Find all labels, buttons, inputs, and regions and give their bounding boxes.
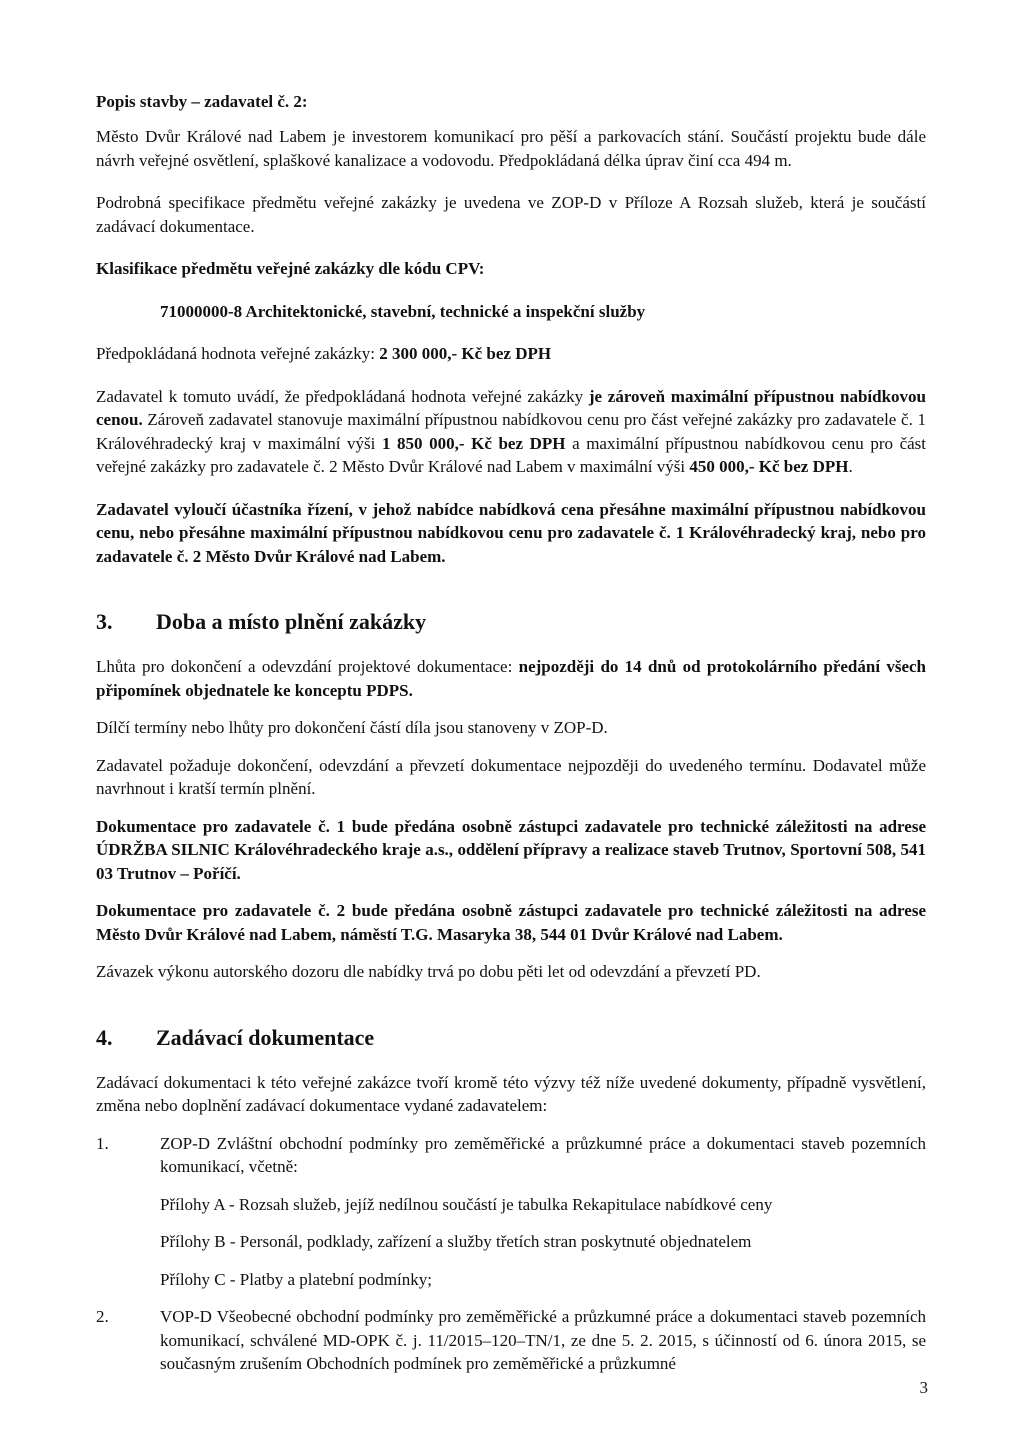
- list-item-text: VOP-D Všeobecné obchodní podmínky pro zeměměřické a průzkumné práce a dokumentaci staveb pozemních komunikací, schválené MD-OPK č. j. 11/2015–120–TN/1, ze dne 5. 2. 2015, s účinností od 6. února 2015, se současným zrušením Obchodních podmínek pro zeměměřické a průzkumné: [160, 1307, 926, 1373]
- description-paragraph: Město Dvůr Králové nad Labem je investorem komunikací pro pěší a parkovacích stání. Součástí projektu bude dále návrh veřejné osvětlení, splaškové kanalizace a vodovodu. Předpokládaná délka úprav činí cca 494 m.: [96, 127, 926, 170]
- max-price-text-5: a maximální přípustnou nabídkovou cenu pro část veřejné zakázky pro zadavatele č. 2 Město Dvůr Králové nad Labem v maximální výši: [96, 433, 926, 476]
- annex-a: Přílohy A - Rozsah služeb, jejíž nedílnou součástí je tabulka Rekapitulace nabídkové ceny: [160, 1194, 773, 1214]
- section-3-number: 3.: [96, 609, 113, 634]
- max-price-text-7: .: [848, 457, 853, 476]
- max-price-text-4: 1 850 000,- Kč bez DPH: [381, 433, 566, 453]
- tender-docs-paragraph: Zadávací dokumentaci k této veřejné zakázce tvoří kromě této výzvy též níže uvedené dokumenty, případně vysvětlení, změna nebo doplnění zadávací dokumentace vydané zadavatelem:: [96, 1072, 926, 1115]
- partial-deadlines-paragraph: Dílčí termíny nebo lhůty pro dokončení částí díla jsou stanoveny v ZOP-D.: [96, 718, 608, 737]
- section-4-heading: [96, 1024, 926, 1052]
- deadline-paragraph: [96, 655, 926, 702]
- completion-paragraph: Zadavatel požaduje dokončení, odevzdání a převzetí dokumentace nejpozději do uvedeného termínu. Dodavatel může navrhnout i kratší termín plnění.: [96, 755, 926, 798]
- max-price-text-6: 450 000,- Kč bez DPH: [689, 457, 849, 476]
- estimated-value-amount: 2 300 000,- Kč bez DPH: [379, 344, 552, 363]
- delivery-contracting-authority-1: Dokumentace pro zadavatele č. 1 bude předána osobně zástupci zadavatele pro technické záležitosti na adrese ÚDRŽBA SILNIC Královéhradeckého kraje a.s., oddělení přípravy a realizace staveb Trutnov, Sportovní 508, 541 03 Trutnov – Poříčí.: [96, 816, 926, 883]
- list-item-number: 2.: [96, 1307, 109, 1326]
- annex-c: Přílohy C - Platby a platební podmínky;: [160, 1269, 432, 1289]
- cpv-code-item: 71000000-8 Architektonické, stavební, technické a inspekční služby: [160, 301, 646, 321]
- deadline-label: Lhůta pro dokončení a odevzdání projektové dokumentace:: [96, 657, 519, 676]
- description-heading: Popis stavby – zadavatel č. 2:: [96, 92, 308, 111]
- exclusion-paragraph: Zadavatel vyloučí účastníka řízení, v jehož nabídce nabídková cena přesáhne maximální přípustnou nabídkovou cenu, nebo přesáhne maximální přípustnou nabídkovou cenu pro zadavatele č. 1 Královéhradecký kraj, nebo pro zadavatele č. 2 Město Dvůr Králové nad Labem.: [96, 499, 926, 566]
- section-3-title: Doba a místo plnění zakázky: [156, 609, 427, 634]
- deadline-value: nejpozději do 14 dnů od protokolárního předání všech připomínek objednatele ke konceptu PDPS.: [96, 657, 926, 700]
- page-content: [96, 92, 926, 1376]
- max-price-text-2: je zároveň maximální přípustnou nabídkovou cenou.: [96, 386, 926, 429]
- list-item: [96, 1132, 926, 1179]
- list-item-text: ZOP-D Zvláštní obchodní podmínky pro zeměměřické a průzkumné práce a dokumentaci staveb pozemních komunikací, včetně:: [160, 1133, 926, 1176]
- delivery-contracting-authority-2: Dokumentace pro zadavatele č. 2 bude předána osobně zástupci zadavatele pro technické záležitosti na adrese Město Dvůr Králové nad Labem, náměstí T.G. Masaryka 38, 544 01 Dvůr Králové nad Labem.: [96, 901, 926, 944]
- section-4-title: Zadávací dokumentace: [156, 1024, 375, 1050]
- max-price-text-3: Zároveň zadavatel stanovuje maximální přípustnou nabídkovou cenu pro část veřejné zakázky pro zadavatele č. 1 Královéhradecký kraj v maximální výši: [96, 410, 926, 453]
- estimated-value-label: Předpokládaná hodnota veřejné zakázky:: [96, 344, 380, 363]
- author-supervision-paragraph: Závazek výkonu autorského dozoru dle nabídky trvá po dobu pěti let od odevzdání a převzetí PD.: [96, 962, 761, 981]
- estimated-value-line: [96, 342, 926, 366]
- list-item-number: 1.: [96, 1133, 109, 1153]
- max-price-paragraph: [96, 385, 926, 479]
- specification-paragraph: Podrobná specifikace předmětu veřejné zakázky je uvedena ve ZOP-D v Příloze A Rozsah služeb, která je součástí zadávací dokumentace.: [96, 193, 926, 236]
- section-4-number: 4.: [96, 1024, 113, 1050]
- section-3-heading: [96, 608, 926, 636]
- list-item: [96, 1305, 926, 1376]
- page-number: 3: [919, 1378, 928, 1397]
- annex-b: Přílohy B - Personál, podklady, zařízení a služby třetích stran poskytnuté objednatelem: [160, 1232, 752, 1251]
- cpv-heading: Klasifikace předmětu veřejné zakázky dle kódu CPV:: [96, 259, 485, 278]
- max-price-text-1: Zadavatel k tomuto uvádí, že předpokládaná hodnota veřejné zakázky: [96, 386, 589, 406]
